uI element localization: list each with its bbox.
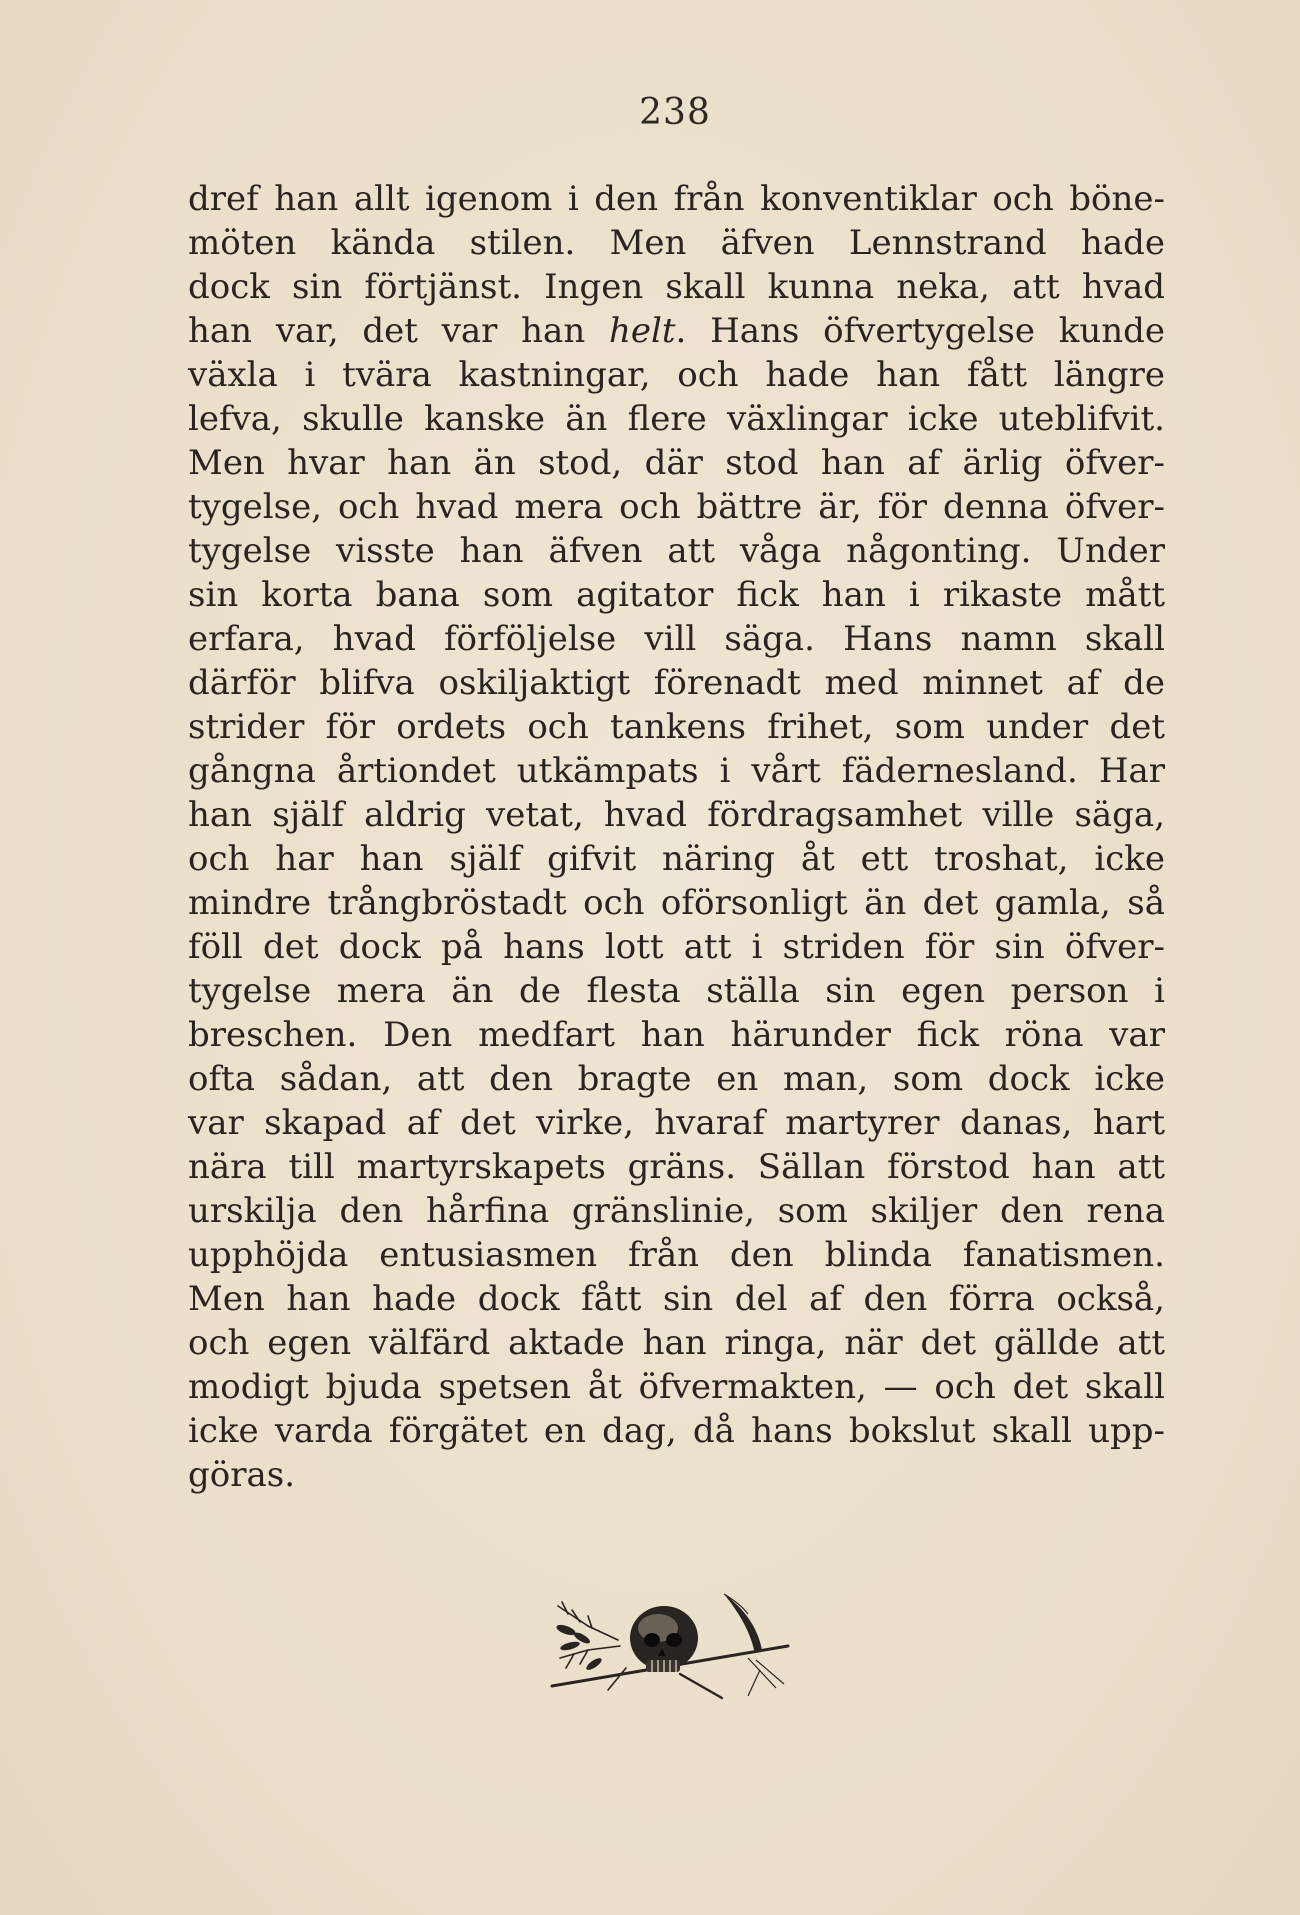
text-line: Men hvar han än stod, där stod han af ärlig öfver- [188, 443, 1165, 483]
text-line: var skapad af det virke, hvaraf martyrer danas, hart [188, 1103, 1165, 1143]
text-line: ofta sådan, att den bragte en man, som dock icke [188, 1059, 1165, 1099]
text-line: icke varda förgätet en dag, då hans bokslut skall upp- [188, 1411, 1165, 1451]
body-text [188, 177, 1165, 1497]
text-line: strider för ordets och tankens frihet, som under det [188, 707, 1165, 747]
text-line: tygelse, och hvad mera och bättre är, för denna öfver- [188, 487, 1165, 527]
text-line: därför blifva oskiljaktigt förenadt med minnet af de [188, 663, 1165, 703]
text-line: mindre trångbröstadt och oförsonligt än det gamla, så [188, 883, 1165, 923]
text-line: lefva, skulle kanske än flere växlingar icke uteblifvit. [188, 399, 1165, 439]
text-line: tygelse mera än de flesta ställa sin egen person i [188, 971, 1165, 1011]
italic-word: helt [608, 311, 676, 351]
text-line: upphöjda entusiasmen från den blinda fanatismen. [188, 1235, 1165, 1275]
text-line-last: göras. [188, 1455, 296, 1495]
page-number: 238 [639, 92, 711, 133]
text-line: växla i tvära kastningar, och hade han fått längre [188, 355, 1165, 395]
text-line: han själf aldrig vetat, hvad fördragsamhet ville säga, [188, 795, 1165, 835]
text-line: föll det dock på hans lott att i striden för sin öfver- [188, 927, 1165, 967]
text-line: erfara, hvad förföljelse vill säga. Hans namn skall [188, 619, 1165, 659]
text-line-start: han var, det var han [188, 311, 609, 351]
text-line-end: . Hans öfvertygelse kunde [675, 311, 1165, 351]
text-line: dock sin förtjänst. Ingen skall kunna neka, att hvad [188, 267, 1165, 307]
text-line: och har han själf gifvit näring åt ett troshat, icke [188, 839, 1165, 879]
text-line: tygelse visste han äfven att våga någonting. Under [188, 531, 1165, 571]
text-line: dref han allt igenom i den från konventiklar och böne- [188, 179, 1165, 219]
text-line: Men han hade dock fått sin del af den förra också, [188, 1279, 1165, 1319]
text-line: sin korta bana som agitator fick han i rikaste mått [188, 575, 1165, 615]
text-line: gångna årtiondet utkämpats i vårt fädernesland. Har [188, 751, 1165, 791]
skull-vignette-icon [548, 1588, 796, 1706]
text-line: nära till martyrskapets gräns. Sällan förstod han att [188, 1147, 1165, 1187]
text-line: modigt bjuda spetsen åt öfvermakten, — och det skall [188, 1367, 1165, 1407]
text-line: möten kända stilen. Men äfven Lennstrand hade [188, 223, 1165, 263]
text-line: och egen välfärd aktade han ringa, när det gällde att [188, 1323, 1165, 1363]
text-line: urskilja den hårfina gränslinie, som skiljer den rena [188, 1191, 1165, 1231]
text-line-with-italic [188, 309, 1165, 353]
text-line: breschen. Den medfart han härunder fick röna var [188, 1015, 1165, 1055]
